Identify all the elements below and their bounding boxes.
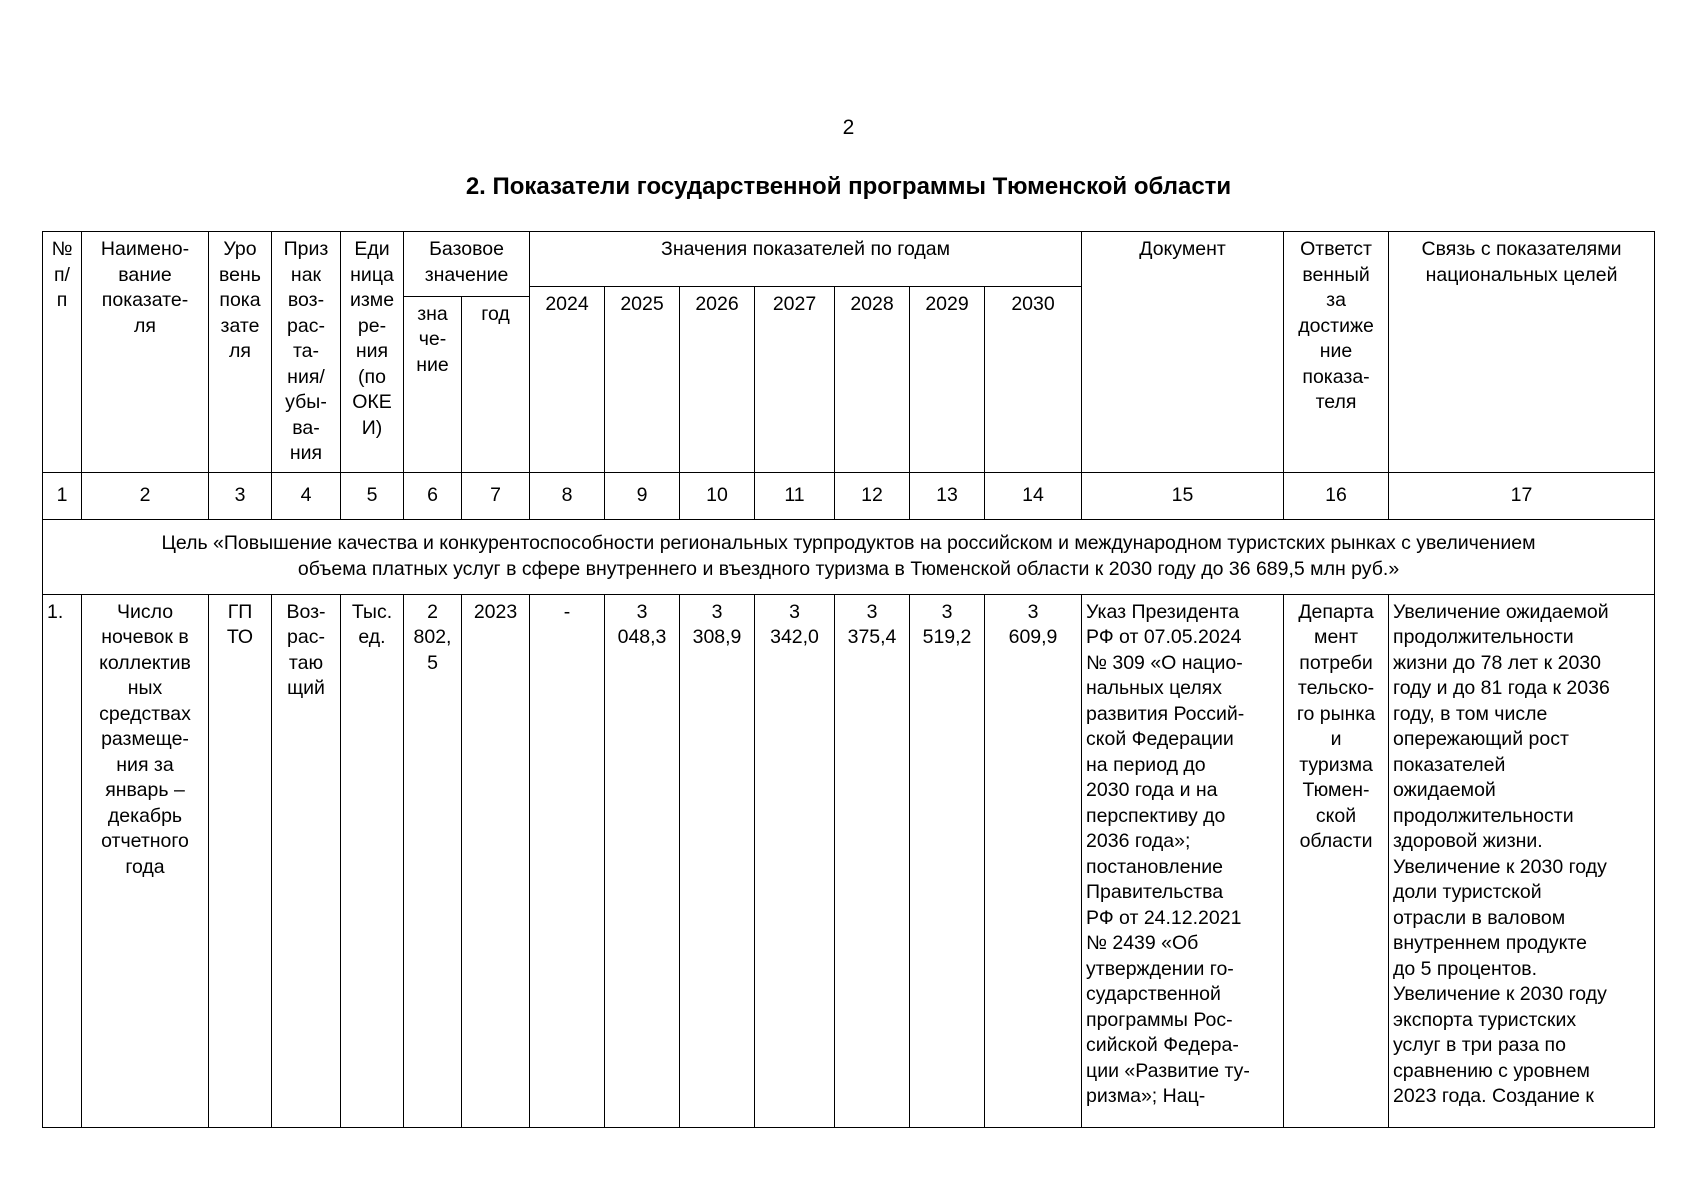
header-values-by-year: Значения показателей по годам — [530, 232, 1082, 287]
column-number: 15 — [1082, 472, 1284, 519]
column-number: 2 — [82, 472, 209, 519]
column-number: 5 — [341, 472, 404, 519]
header-indicator-name: Наимено- вание показате- ля — [82, 232, 209, 473]
header-year: 2025 — [605, 287, 680, 473]
indicators-table — [42, 231, 1655, 1128]
header-row — [43, 232, 1655, 287]
header-unit: Еди ница изме ре- ния (по ОКЕ И) — [341, 232, 404, 473]
page-title: 2. Показатели государственной программы Тюменской области — [465, 173, 1232, 200]
header-trend: Приз нак воз- рас- та- ния/ убы- ва- ния — [272, 232, 341, 473]
header-responsible: Ответст венный за достиже ние показа- теля — [1284, 232, 1389, 473]
row-value-2025: 3 048,3 — [605, 594, 680, 1127]
header-year: 2027 — [755, 287, 835, 473]
column-number: 9 — [605, 472, 680, 519]
row-value-2030: 3 609,9 — [985, 594, 1082, 1127]
table-row — [43, 594, 1655, 1127]
column-number: 4 — [272, 472, 341, 519]
row-value-2027: 3 342,0 — [755, 594, 835, 1127]
column-number: 10 — [680, 472, 755, 519]
row-level: ГП ТО — [209, 594, 272, 1127]
header-document: Документ — [1082, 232, 1284, 473]
header-national-goals-link: Связь с показателями национальных целей — [1389, 232, 1655, 473]
column-number: 12 — [835, 472, 910, 519]
column-number: 6 — [404, 472, 462, 519]
row-indicator-name: Число ночевок в коллектив ных средствах размеще- ния за январь – декабрь отчетного года — [82, 594, 209, 1127]
header-base-year: год — [462, 296, 530, 472]
goal-row — [43, 519, 1655, 594]
column-number: 7 — [462, 472, 530, 519]
row-national-goals-link: Увеличение ожидаемой продолжительности жизни до 78 лет к 2030 году и до 81 года к 2036 году, в том числе опережающий рост показателей ожидаемой продолжительности здоровой жизни. Увеличение к 2030 году доли туристской отрасли в валовом внутреннем продукте до 5 процентов. Увеличение к 2030 году экспорта туристских услуг в три раза по сравнению с уровнем 2023 года. Создание к — [1389, 594, 1655, 1127]
header-level: Уро вень пока зате ля — [209, 232, 272, 473]
goal-text: Цель «Повышение качества и конкурентоспособности региональных турпродуктов на российском и международном туристских рынках с увеличением объема платных услуг в сфере внутреннего и въездного туризма в Тюменской области к 2030 году до 36 689,5 млн руб.» — [43, 519, 1655, 594]
row-value-2024: - — [530, 594, 605, 1127]
header-year: 2026 — [680, 287, 755, 473]
row-document: Указ Президента РФ от 07.05.2024 № 309 «О нацио- нальных целях развития Россий- ской Федерации на период до 2030 года и на перспективу до 2036 года»; постановление Правительства РФ от 24.12.2021 № 2439 «Об утверждении го- сударственной программы Рос- сийской Федера- ции «Развитие ту- ризма»; Нац- — [1082, 594, 1284, 1127]
column-number: 3 — [209, 472, 272, 519]
row-value-2026: 3 308,9 — [680, 594, 755, 1127]
header-year: 2024 — [530, 287, 605, 473]
column-number: 16 — [1284, 472, 1389, 519]
row-responsible: Департа мент потреби тельско- го рынка и туризма Тюмен- ской области — [1284, 594, 1389, 1127]
row-base-value: 2 802, 5 — [404, 594, 462, 1127]
row-unit: Тыс. ед. — [341, 594, 404, 1127]
column-number: 1 — [43, 472, 82, 519]
row-value-2028: 3 375,4 — [835, 594, 910, 1127]
header-year: 2029 — [910, 287, 985, 473]
header-year: 2030 — [985, 287, 1082, 473]
column-number: 11 — [755, 472, 835, 519]
row-trend: Воз- рас- таю щий — [272, 594, 341, 1127]
column-number: 13 — [910, 472, 985, 519]
header-num: № п/ п — [43, 232, 82, 473]
row-num: 1. — [43, 594, 82, 1127]
column-number: 17 — [1389, 472, 1655, 519]
row-base-year: 2023 — [462, 594, 530, 1127]
column-number: 8 — [530, 472, 605, 519]
header-year: 2028 — [835, 287, 910, 473]
column-number: 14 — [985, 472, 1082, 519]
header-base-value: зна че- ние — [404, 296, 462, 472]
column-numbers-row — [43, 472, 1655, 519]
header-base: Базовое значение — [404, 232, 530, 297]
row-value-2029: 3 519,2 — [910, 594, 985, 1127]
page-number: 2 — [842, 116, 855, 139]
